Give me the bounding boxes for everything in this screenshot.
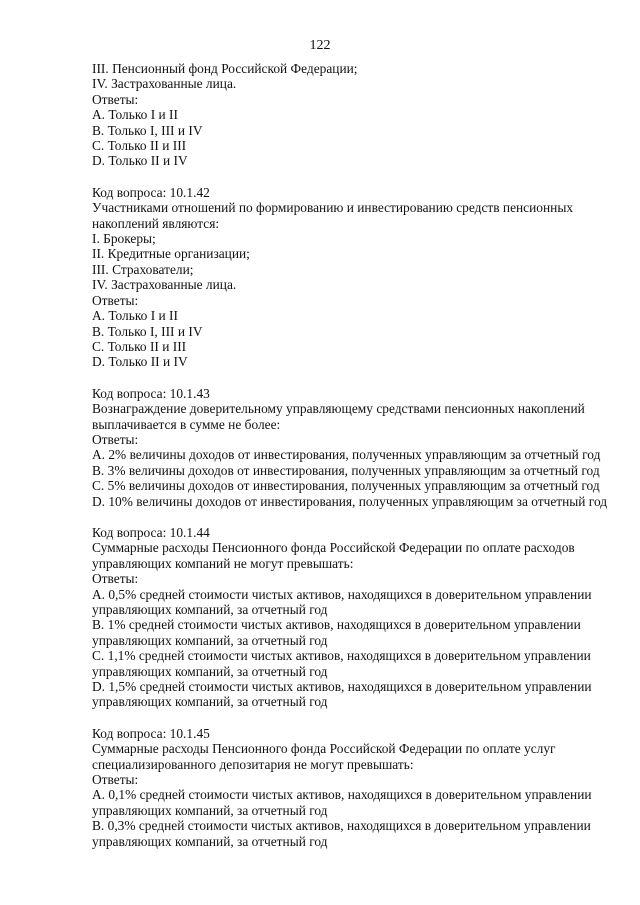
answer-item: C. 1,1% средней стоимости чистых активов, находящихся в доверительном управлении: [92, 648, 591, 664]
answers-label: Ответы:: [92, 91, 139, 107]
answer-item-continuation: управляющих компаний, за отчетный год: [92, 663, 328, 679]
answer-item: A. Только I и II: [92, 107, 178, 123]
question-code: Код вопроса: 10.1.42: [92, 184, 210, 200]
answer-item-continuation: управляющих компаний, за отчетный год: [92, 833, 328, 849]
answer-item: B. 1% средней стоимости чистых активов, находящихся в доверительном управлении: [92, 617, 581, 633]
answer-item: B. 3% величины доходов от инвестирования, полученных управляющим за отчетный год: [92, 462, 600, 478]
page-number: 122: [309, 38, 331, 53]
answer-item-continuation: управляющих компаний, за отчетный год: [92, 694, 328, 710]
answer-item: D. Только II и IV: [92, 153, 188, 169]
answer-item: D. 1,5% средней стоимости чистых активов, находящихся в доверительном управлении: [92, 679, 592, 695]
question-text: накоплений являются:: [92, 215, 220, 231]
answer-item: B. 0,3% средней стоимости чистых активов, находящихся в доверительном управлении: [92, 818, 591, 834]
question-continuation: [92, 61, 612, 169]
question-block: [92, 386, 612, 509]
question-block: [92, 185, 612, 370]
answer-item: D. Только II и IV: [92, 354, 188, 370]
answer-item: A. Только I и II: [92, 308, 178, 324]
answer-item-continuation: управляющих компаний, за отчетный год: [92, 632, 328, 648]
answer-item: B. Только I, III и IV: [92, 122, 203, 138]
answer-item-continuation: управляющих компаний, за отчетный год: [92, 602, 328, 617]
option-item: III. Страхователи;: [92, 261, 194, 277]
answers-label: Ответы:: [92, 772, 139, 788]
question-code: Код вопроса: 10.1.43: [92, 385, 210, 401]
answer-item: B. Только I, III и IV: [92, 323, 203, 339]
answer-item: A. 0,5% средней стоимости чистых активов, находящихся в доверительном управлении: [92, 586, 592, 602]
question-text: Участниками отношений по формированию и инвестированию средств пенсионных: [92, 200, 574, 216]
answer-item: A. 2% величины доходов от инвестирования, полученных управляющим за отчетный год: [92, 447, 601, 463]
answer-item-continuation: управляющих компаний, за отчетный год: [92, 802, 328, 818]
answers-label: Ответы:: [92, 431, 139, 447]
question-code: Код вопроса: 10.1.44: [92, 524, 210, 540]
answers-label: Ответы:: [92, 571, 139, 587]
question-text: Суммарные расходы Пенсионного фонда Российской Федерации по оплате услуг: [92, 741, 556, 757]
answer-item: A. 0,1% средней стоимости чистых активов, находящихся в доверительном управлении: [92, 787, 592, 803]
question-block: [92, 726, 612, 849]
question-text: выплачивается в сумме не более:: [92, 416, 281, 432]
option-item: III. Пенсионный фонд Российской Федерации;: [92, 61, 358, 76]
answers-label: Ответы:: [92, 292, 139, 308]
option-item: I. Брокеры;: [92, 231, 156, 247]
question-block: [92, 525, 612, 710]
question-text: Вознаграждение доверительному управляющему средствами пенсионных накоплений: [92, 401, 585, 417]
answer-item: C. Только II и III: [92, 338, 187, 354]
option-item: IV. Застрахованные лица.: [92, 76, 237, 92]
answer-item: D. 10% величины доходов от инвестирования, полученных управляющим за отчетный год: [92, 493, 608, 509]
option-item: II. Кредитные организации;: [92, 246, 250, 262]
document-body: [92, 61, 612, 849]
answer-item: C. Только II и III: [92, 138, 187, 154]
question-code: Код вопроса: 10.1.45: [92, 725, 210, 741]
answer-item: C. 5% величины доходов от инвестирования, полученных управляющим за отчетный год: [92, 478, 600, 494]
option-item: IV. Застрахованные лица.: [92, 277, 237, 293]
question-text: Суммарные расходы Пенсионного фонда Российской Федерации по оплате расходов: [92, 540, 575, 556]
question-text: специализированного депозитария не могут превышать:: [92, 756, 414, 772]
question-text: управляющих компаний не могут превышать:: [92, 555, 354, 571]
